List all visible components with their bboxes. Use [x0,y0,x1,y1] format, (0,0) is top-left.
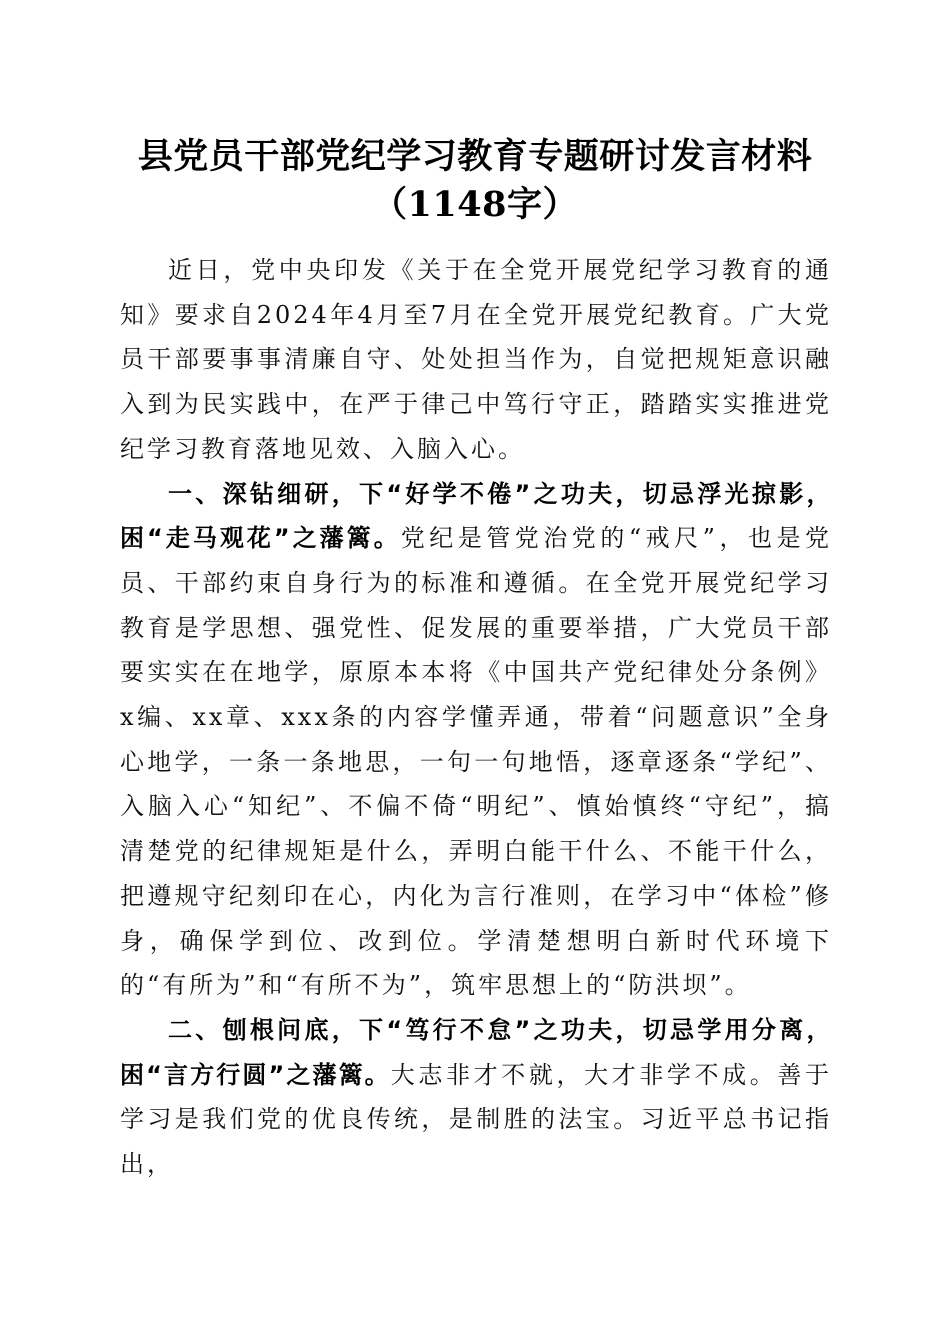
paragraph-text: 大志非才不就，大才非学不成。善于学习是我们党的优良传统，是制胜的法宝。习近平总书记指出， [120,1060,832,1179]
paragraph-text: 党纪是管党治党的“戒尺”，也是党员、干部约束自身行为的标准和遵循。在全党开展党纪学习教育是学思想、强党性、促发展的重要举措，广大党员干部要实实在在地学，原原本本将《中国共产党纪律处分条例》x编、xx章、xxx条的内容学懂弄通，带着“问题意识”全身心地学，一条一条地思，一句一句地悟，逐章逐条“学纪”、入脑入心“知纪”、不偏不倚“明纪”、慎始慎终“守纪”，搞清楚党的纪律规矩是什么，弄明白能干什么、不能干什么，把遵规守纪刻印在心，内化为言行准则，在学习中“体检”修身，确保学到位、改到位。学清楚想明白新时代环境下的“有所为”和“有所不为”，筑牢思想上的“防洪坝”。 [120,524,832,1000]
paragraph-section-1 [120,472,832,1008]
paragraph-intro [120,248,832,472]
document-body [120,248,832,1187]
paragraph-text: 近日，党中央印发《关于在全党开展党纪学习教育的通知》要求自2024年4月至7月在全党开展党纪教育。广大党员干部要事事清廉自守、处处担当作为，自觉把规矩意识融入到为民实践中，在严于律己中笃行守正，踏踏实实推进党纪学习教育落地见效、入脑入心。 [120,256,832,463]
section-heading-2: 二、刨根问底，下“笃行不怠”之功夫，切忌学用分离，困“言方行圆”之藩篱。 [120,1015,832,1089]
title-line-wordcount: （1148字） [372,184,578,225]
paragraph-section-2 [120,1008,832,1187]
section-heading-1: 一、深钻细研，下“好学不倦”之功夫，切忌浮光掠影，困“走马观花”之藩篱。 [120,479,832,553]
title-line-main: 县党员干部党纪学习教育专题研讨发言材料 [137,136,813,177]
document-title [110,133,840,229]
